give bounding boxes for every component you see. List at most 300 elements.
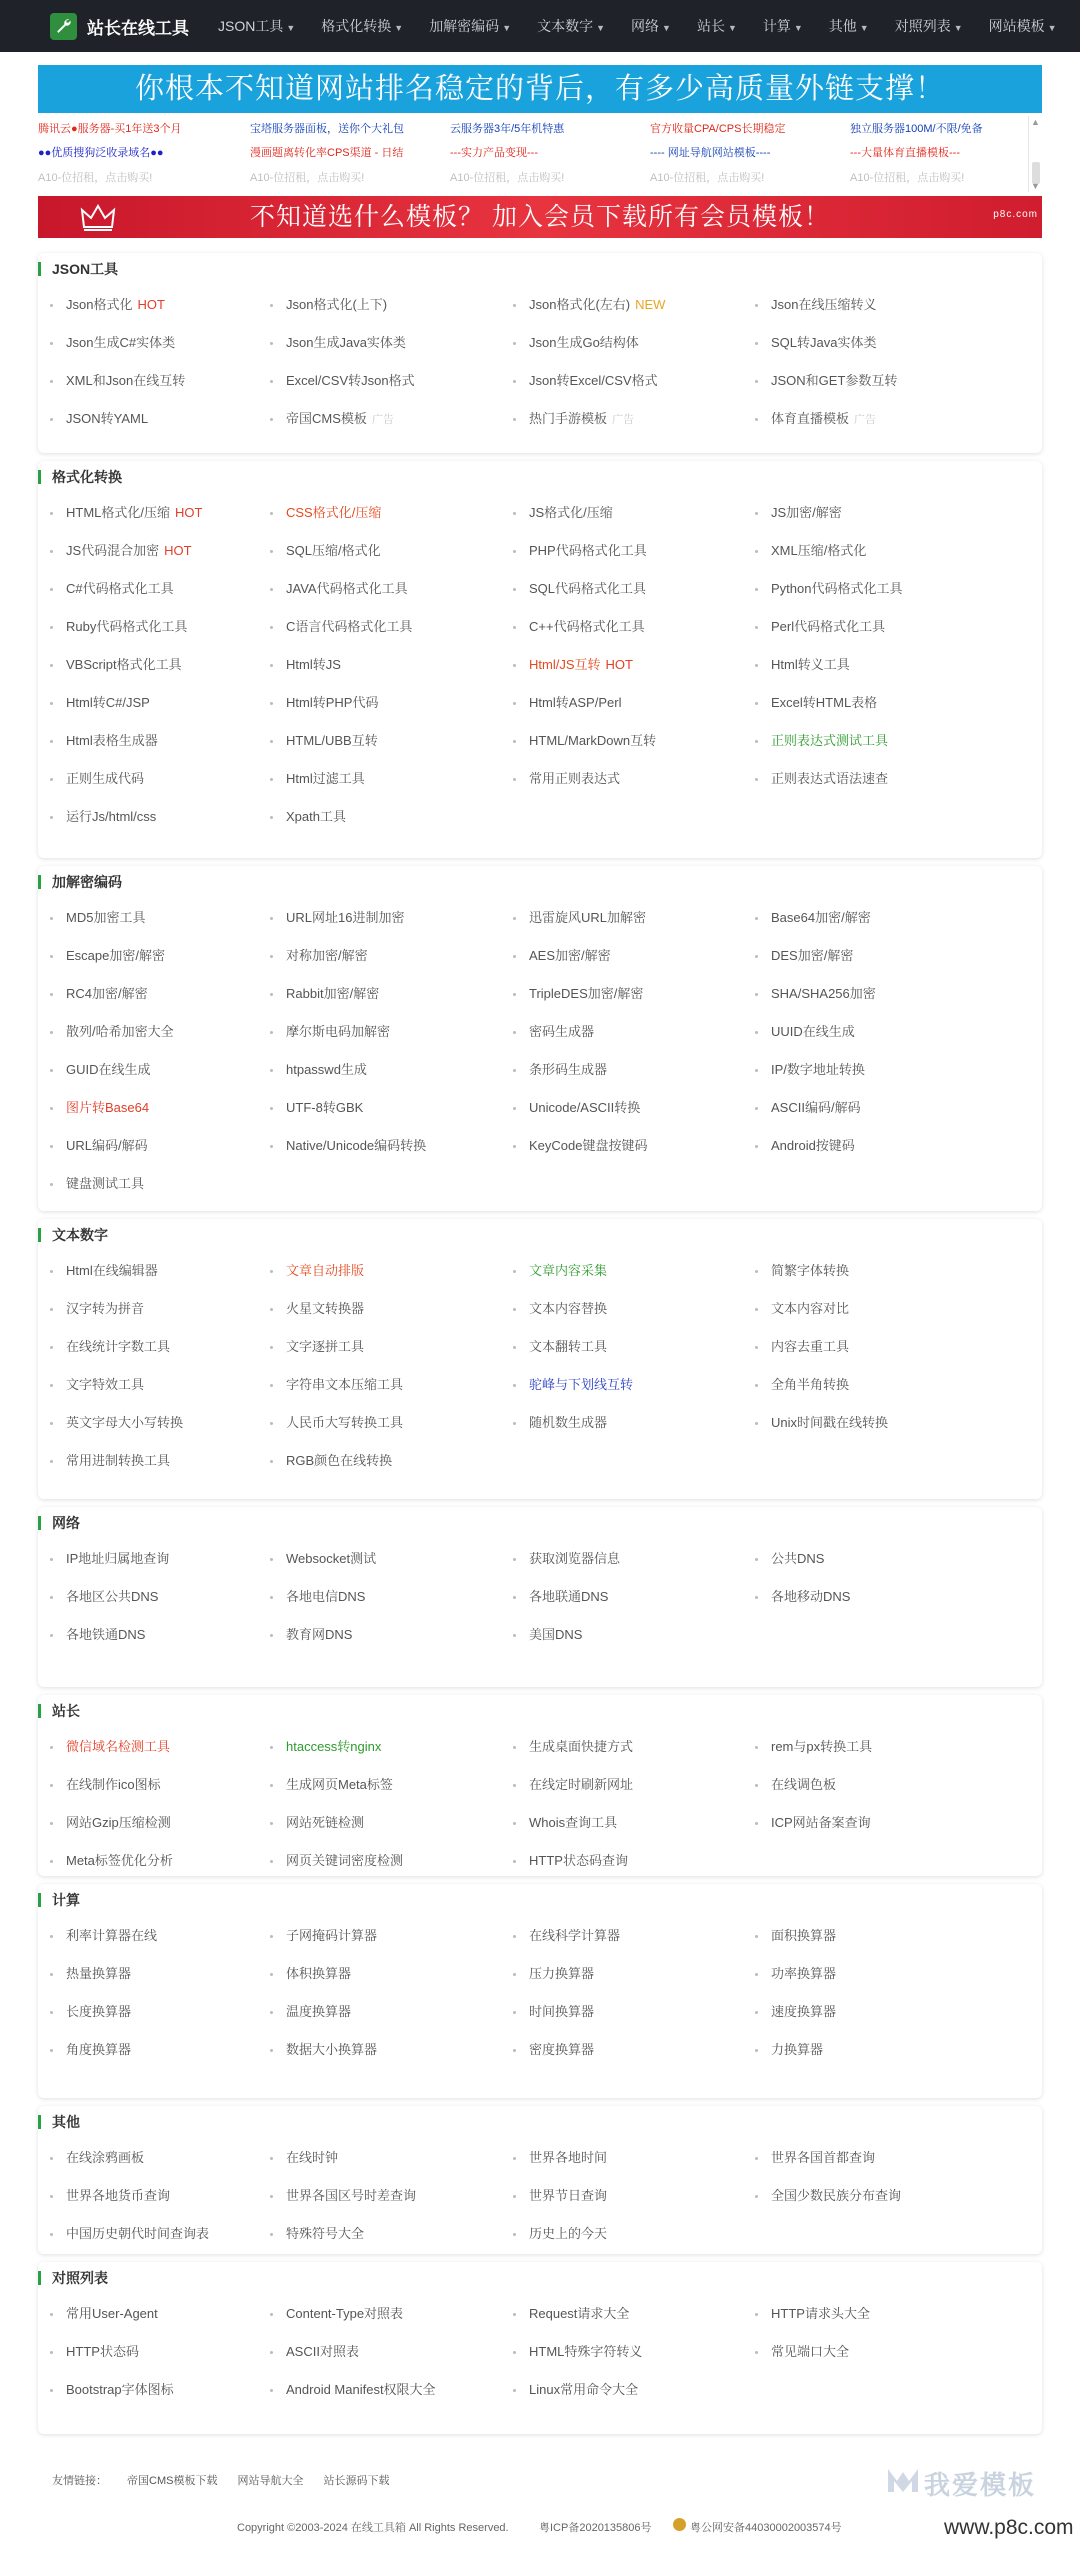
icp-link[interactable]: 粤ICP备2020135806号 [539,2522,652,2534]
tool-link[interactable] [270,654,341,673]
tool-link[interactable] [50,1374,144,1393]
tool-link[interactable] [50,1059,151,1078]
nav-item-5[interactable] [684,16,750,36]
tool-name: ASCII编码/解码 [771,1100,861,1115]
tool-link[interactable] [513,2147,607,2166]
tool-link[interactable] [755,2341,849,2360]
tool-link[interactable] [513,945,611,964]
tool-name: 公共DNS [771,1551,825,1566]
bullet-dot [50,1384,53,1387]
bullet-dot [50,993,53,996]
tool-link[interactable] [270,1850,403,1869]
tool-link[interactable] [270,1736,381,1755]
tool-link[interactable] [270,332,406,351]
tool-link[interactable] [270,1374,403,1393]
tool-link[interactable] [755,654,850,673]
tool-link[interactable] [755,983,876,1002]
tool-link[interactable] [513,692,621,711]
tool-link[interactable] [755,1135,855,1154]
tool-link[interactable] [50,1812,171,1831]
bullet-dot [270,1973,273,1976]
tool-link[interactable] [513,502,613,521]
tool-name: ICP网站备案查询 [771,1815,871,1830]
tool-link[interactable] [50,1450,170,1469]
tool-link[interactable] [50,1336,170,1355]
tool-link[interactable] [50,730,158,749]
tool-link[interactable] [270,2341,359,2360]
tool-link[interactable] [270,692,378,711]
tool-link[interactable] [270,983,379,1002]
gov-record-link[interactable]: 粤公网安备44030002003574号 [690,2522,842,2534]
bullet-dot [50,2195,53,2198]
tool-name: 在线定时刷新网址 [529,1777,634,1792]
tool-link[interactable] [755,2185,901,2204]
tool-name: 全国少数民族分布查询 [771,2188,902,2203]
bullet-dot [270,2389,273,2392]
text-ad[interactable]: ---- 网址导航网站模板---- [650,147,771,159]
tool-link[interactable] [270,1097,363,1116]
tool-link[interactable] [270,578,408,597]
tool-link[interactable] [513,1260,607,1279]
bullet-dot [755,2049,758,2052]
tool-link[interactable] [755,730,888,749]
promo-banner-templates[interactable] [38,196,1042,238]
tool-name: 文章内容采集 [529,1263,608,1278]
tool-link[interactable] [270,2379,436,2398]
nav-item-4[interactable] [618,16,684,36]
bullet-dot [50,1634,53,1637]
section-8 [38,2262,1042,2434]
bullet-dot [270,917,273,920]
tool-link[interactable] [50,2039,131,2058]
tool-name: Base64加密/解密 [771,910,871,925]
tool-link[interactable] [513,1774,633,1793]
tool-link[interactable] [50,1021,174,1040]
nav-item-6[interactable] [750,16,816,36]
tool-link[interactable] [50,1586,158,1605]
tool-link[interactable] [270,1925,377,1944]
tool-name: RGB颜色在线转换 [286,1453,393,1468]
tool-name: 各地电信DNS [286,1589,366,1604]
tool-link[interactable] [50,1298,144,1317]
nav-item-0[interactable] [205,16,308,36]
tool-link[interactable] [513,294,665,313]
tool-badge: HOT [164,543,192,558]
bullet-dot [270,1822,273,1825]
friend-link[interactable]: 网站导航大全 [237,2475,304,2487]
tool-link[interactable] [755,2001,836,2020]
tool-link[interactable] [270,1021,390,1040]
tool-name: DES加密/解密 [771,948,854,963]
tool-name: 微信域名检测工具 [66,1739,171,1754]
caret-down-icon: ▼ [1047,23,1057,33]
bullet-dot [513,2233,516,2236]
tool-link[interactable] [755,1774,836,1793]
bullet-dot [513,917,516,920]
scroll-down-icon[interactable]: ▼ [1031,181,1040,191]
tool-link[interactable] [513,654,633,673]
tool-link[interactable] [513,730,656,749]
bullet-dot [50,2351,53,2354]
tool-link[interactable] [755,1736,872,1755]
tool-link[interactable] [755,1298,849,1317]
tool-link[interactable] [755,294,876,313]
tool-link[interactable] [513,2341,642,2360]
bullet-dot [513,1107,516,1110]
text-ad[interactable]: 漫画题离转化率CPS渠道 - 日结 [250,147,404,159]
tool-link[interactable] [50,1135,148,1154]
tool-link[interactable] [270,2001,351,2020]
section-title: 网络 [38,1507,80,1539]
tool-link[interactable] [755,945,853,964]
tool-name: URL编码/解码 [66,1138,148,1153]
bullet-dot [755,1346,758,1349]
tool-link[interactable] [513,1963,594,1982]
tool-link[interactable] [50,1774,161,1793]
text-ad[interactable]: 宝塔服务器面板，送你个大礼包 [250,123,404,135]
tool-link[interactable] [755,1021,855,1040]
tool-link[interactable] [50,768,144,787]
tool-link[interactable] [755,1412,888,1431]
bullet-dot [513,1145,516,1148]
tool-name: VBScript格式化工具 [66,657,182,672]
tool-link[interactable] [50,1173,144,1192]
bullet-dot [513,512,516,515]
tool-link[interactable] [513,1586,608,1605]
bullet-dot [270,342,273,345]
tool-link[interactable] [755,408,876,427]
tool-link[interactable] [513,1925,620,1944]
tool-link[interactable] [513,1059,607,1078]
tool-link[interactable] [513,1021,594,1040]
tool-link[interactable] [50,1624,145,1643]
tool-link[interactable] [270,1624,352,1643]
tool-link[interactable] [755,692,877,711]
tool-link[interactable] [513,370,658,389]
tool-link[interactable] [270,1450,392,1469]
tool-link[interactable] [50,294,165,313]
bullet-dot [755,1384,758,1387]
tool-name: 内容去重工具 [771,1339,850,1354]
tool-link[interactable] [270,1059,367,1078]
bullet-dot [755,1069,758,1072]
tool-link[interactable] [50,2001,131,2020]
tool-link[interactable] [513,2185,607,2204]
bullet-dot [755,1973,758,1976]
tool-link[interactable] [513,332,639,351]
section-title: 其他 [38,2106,80,2138]
tool-link[interactable] [50,540,192,559]
section-6 [38,1884,1042,2098]
friend-link[interactable]: 帝国CMS模板下载 [127,2475,218,2487]
text-ad[interactable]: 独立服务器100M/不限/免备 [850,123,983,135]
tool-link[interactable] [50,1963,131,1982]
nav-item-1[interactable] [308,16,416,36]
caret-down-icon: ▼ [596,23,606,33]
friend-link[interactable]: 站长源码下载 [323,2475,390,2487]
tool-name: C++代码格式化工具 [529,619,645,634]
tool-link[interactable] [513,1624,582,1643]
tool-link[interactable] [50,983,148,1002]
bullet-dot [513,1422,516,1425]
tool-link[interactable] [50,1736,170,1755]
bullet-dot [270,1422,273,1425]
tool-name: htpasswd生成 [286,1062,367,1077]
tool-link[interactable] [50,1097,149,1116]
tool-link[interactable] [50,502,202,521]
tool-link[interactable] [755,2039,823,2058]
tool-link[interactable] [270,1548,376,1567]
tool-link[interactable] [513,578,646,597]
tool-link[interactable] [50,2379,174,2398]
tool-name: Unix时间戳在线转换 [771,1415,889,1430]
tool-name: 网站死链检测 [286,1815,365,1830]
tool-link[interactable] [270,1812,364,1831]
tool-link[interactable] [270,540,381,559]
tool-name: Html表格生成器 [66,733,158,748]
bullet-dot [755,740,758,743]
text-ad[interactable]: ●●优质搜狗泛收录域名●● [38,147,164,159]
tool-name: XML压缩/格式化 [771,543,867,558]
tool-link[interactable] [270,1412,403,1431]
tool-name: 长度换算器 [66,2004,132,2019]
tool-link[interactable] [513,1374,633,1393]
bullet-dot [50,2049,53,2052]
text-ad[interactable]: A10-位招租，点击购买! [850,172,965,184]
tool-name: rem与px转换工具 [771,1739,873,1754]
bullet-dot [50,1746,53,1749]
tool-link[interactable] [270,1586,365,1605]
ad-scrollbar[interactable] [1028,116,1042,192]
tool-link[interactable] [755,1059,865,1078]
tool-link[interactable] [270,1963,351,1982]
bullet-dot [50,1460,53,1463]
tool-link[interactable] [513,616,645,635]
tool-link[interactable] [270,945,368,964]
section-7 [38,2106,1042,2254]
tool-name: HTTP状态码 [66,2344,139,2359]
tool-link[interactable] [270,1260,364,1279]
tool-link[interactable] [270,806,346,825]
tool-link[interactable] [50,1260,158,1279]
bullet-dot [50,778,53,781]
tool-link[interactable] [755,332,876,351]
tool-link[interactable] [755,502,842,521]
tool-link[interactable] [755,370,897,389]
tool-link[interactable] [513,2303,629,2322]
tool-link[interactable] [270,294,387,313]
tool-link[interactable] [50,616,187,635]
tool-link[interactable] [50,2223,209,2242]
bullet-dot [50,1346,53,1349]
bullet-dot [755,1308,758,1311]
tool-link[interactable] [270,2147,338,2166]
tool-link[interactable] [513,768,620,787]
tool-link[interactable] [755,1548,824,1567]
tool-name: 子网掩码计算器 [286,1928,378,1943]
tool-name: 散列/哈希加密大全 [66,1024,174,1039]
tool-name: Json转Excel/CSV格式 [529,373,658,388]
tool-link[interactable] [513,1412,607,1431]
nav-item-7[interactable] [816,16,882,36]
tool-link[interactable] [513,983,643,1002]
tool-link[interactable] [50,2147,144,2166]
tool-link[interactable] [270,502,381,521]
nav-item-9[interactable] [976,16,1070,36]
tool-link[interactable] [270,1774,393,1793]
tool-link[interactable] [50,654,182,673]
tool-name: HTML格式化/压缩 [66,505,171,520]
caret-down-icon: ▼ [286,23,296,33]
tool-link[interactable] [270,2185,416,2204]
bullet-dot [513,1270,516,1273]
tool-link[interactable] [755,1586,850,1605]
tool-link[interactable] [270,2303,403,2322]
tool-link[interactable] [270,1298,364,1317]
tool-link[interactable] [50,1412,183,1431]
tool-link[interactable] [513,2223,607,2242]
tool-link[interactable] [755,768,888,787]
tool-link[interactable] [513,2001,594,2020]
bullet-dot [755,993,758,996]
tool-link[interactable] [513,2379,638,2398]
bullet-dot [513,2351,516,2354]
bullet-dot [270,418,273,421]
tool-link[interactable] [755,540,866,559]
scroll-up-icon[interactable]: ▲ [1031,117,1040,127]
tool-link[interactable] [50,370,185,389]
tool-link[interactable] [755,1963,836,1982]
tool-link[interactable] [270,2223,364,2242]
bullet-dot [270,1270,273,1273]
tool-link[interactable] [755,1097,861,1116]
tool-link[interactable] [50,1850,173,1869]
text-ad[interactable]: 官方收量CPA/CPS长期稳定 [650,123,786,135]
tool-link[interactable] [755,1925,836,1944]
tool-link[interactable] [270,1135,426,1154]
tool-link[interactable] [513,1135,647,1154]
tool-link[interactable] [755,578,902,597]
tool-link[interactable] [50,578,174,597]
text-ad[interactable]: A10-位招租，点击购买! [450,172,565,184]
bullet-dot [270,778,273,781]
tool-name: 各地铁通DNS [66,1627,146,1642]
tool-link[interactable] [270,768,365,787]
text-ad[interactable]: ---大量体育直播模板--- [850,147,960,159]
tool-name: 数据大小换算器 [286,2042,378,2057]
tool-name: PHP代码格式化工具 [529,543,647,558]
watermark-text: 我爱模板 [924,2470,1037,2500]
promo-banner-backlinks[interactable]: 你根本不知道网站排名稳定的背后，有多少高质量外链支撑！ [38,65,1042,113]
text-ad[interactable]: A10-位招租，点击购买! [38,172,153,184]
tool-link[interactable] [50,2185,170,2204]
text-ad[interactable]: A10-位招租，点击购买! [250,172,365,184]
bullet-dot [270,1384,273,1387]
bullet-dot [270,1107,273,1110]
text-ad-grid [38,116,1042,192]
nav-item-8[interactable] [882,16,976,36]
tool-link[interactable] [270,907,404,926]
tool-link[interactable] [50,692,150,711]
tool-link[interactable] [755,1336,849,1355]
tool-link[interactable] [50,2303,158,2322]
tool-link[interactable] [270,616,412,635]
tool-link[interactable] [50,945,165,964]
tool-link[interactable] [270,370,415,389]
tool-name: 帝国CMS模板 [286,411,367,426]
tool-link[interactable] [755,907,871,926]
tool-name: 世界节日查询 [529,2188,608,2203]
tool-name: Html/JS互转 [529,657,601,672]
bullet-dot [513,2011,516,2014]
section-title: 加解密编码 [38,866,122,898]
tool-link[interactable] [50,907,145,926]
text-ad[interactable]: A10-位招租，点击购买! [650,172,765,184]
tool-link[interactable] [755,616,885,635]
tool-link[interactable] [270,408,394,427]
tool-name: HTML/MarkDown互转 [529,733,657,748]
bullet-dot [50,955,53,958]
bullet-dot [50,1973,53,1976]
tool-link[interactable] [755,1374,849,1393]
tool-link[interactable] [50,806,156,825]
tool-link[interactable] [513,907,646,926]
tool-link[interactable] [50,1548,169,1567]
tool-link[interactable] [513,1736,633,1755]
tool-link[interactable] [513,1812,617,1831]
bullet-dot [50,816,53,819]
tool-link[interactable] [755,1260,849,1279]
text-ad[interactable]: 云服务器3年/5年机特惠 [450,123,565,135]
tool-link[interactable] [755,2303,870,2322]
tool-link[interactable] [513,1548,620,1567]
bullet-dot [50,1860,53,1863]
tool-link[interactable] [50,332,175,351]
tool-link[interactable] [755,1812,871,1831]
tool-link[interactable] [270,730,378,749]
tool-link[interactable] [513,1850,628,1869]
tool-link[interactable] [270,1336,364,1355]
tool-name: 各地区公共DNS [66,1589,159,1604]
site-logo[interactable] [50,13,189,40]
tool-name: 体育直播模板 [771,411,850,426]
tool-link[interactable] [513,2039,594,2058]
bullet-dot [270,380,273,383]
nav-item-2[interactable] [416,16,524,36]
text-ad[interactable]: ---实力产品变现--- [450,147,538,159]
tool-link[interactable] [513,1097,640,1116]
tool-link[interactable] [513,1336,607,1355]
tool-link[interactable] [513,408,634,427]
tool-link[interactable] [755,2147,875,2166]
tool-link[interactable] [50,2341,139,2360]
tool-link[interactable] [50,1925,157,1944]
tool-name: 正则表达式语法速查 [771,771,889,786]
tool-name: 正则生成代码 [66,771,145,786]
tool-link[interactable] [513,1298,607,1317]
tool-link[interactable] [50,408,148,427]
tool-name: HTTP请求头大全 [771,2306,870,2321]
tool-name: 字符串文本压缩工具 [286,1377,404,1392]
tool-link[interactable] [513,540,647,559]
tool-name: Json生成Go结构体 [529,335,639,350]
bullet-dot [270,1346,273,1349]
tool-link[interactable] [270,2039,377,2058]
text-ad[interactable]: 腾讯云●服务器-买1年送3个月 [38,123,182,135]
tool-name: HTML特殊字符转义 [529,2344,643,2359]
caret-down-icon: ▼ [859,23,869,33]
nav-item-3[interactable] [524,16,618,36]
